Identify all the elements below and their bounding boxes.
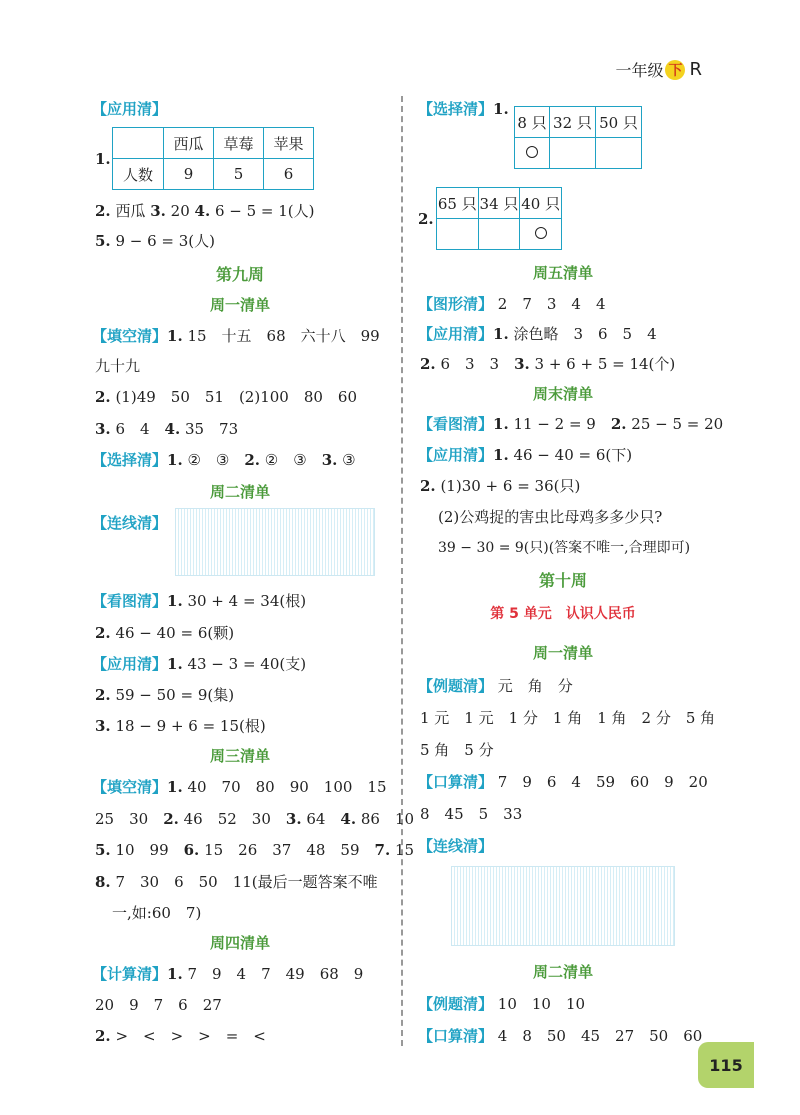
answer-line (438, 537, 690, 557)
answer-text: 20 9 7 6 27 (95, 996, 222, 1014)
answer-line (92, 776, 387, 797)
table-cell: 32 只 (549, 107, 595, 138)
section-tag: 【填空清】 (92, 327, 168, 345)
answer-number: 1. (167, 778, 183, 796)
day-heading: 周一清单 (209, 296, 270, 314)
section-tag: 【例题清】 (418, 995, 494, 1013)
table-row (113, 159, 314, 190)
answer-number: 1. (167, 655, 183, 673)
fruit-count-table (112, 127, 314, 190)
answer-text: ③ (337, 451, 356, 469)
answer-text: 涂色略 3 6 5 4 (508, 325, 657, 343)
section-tag: 【选择清】 (418, 100, 494, 118)
answer-number: 3. (95, 717, 111, 735)
answer-line (92, 325, 380, 346)
answer-text: 15 26 37 48 59 (199, 841, 375, 859)
answer-line (95, 230, 215, 251)
answer-line (95, 839, 414, 860)
answer-number: 4. (164, 420, 181, 438)
answer-text: 3 + 6 + 5 = 14(个) (529, 355, 676, 373)
day-heading: 周三清单 (209, 747, 270, 765)
answer-text: 35 73 (180, 420, 239, 438)
answer-number: 2. (95, 202, 111, 220)
answer-line (418, 993, 585, 1014)
section-tag: 【图形清】 (418, 295, 494, 313)
section-tag: 【应用清】 (418, 446, 494, 464)
answer-line (95, 355, 140, 376)
answer-line (95, 622, 234, 643)
section-tag: 【填空清】 (92, 778, 168, 796)
answer-number: 5. (95, 232, 111, 250)
answer-text: > < > > = < (110, 1027, 266, 1045)
table-header-row (113, 128, 314, 159)
answer-text: 64 (301, 810, 341, 828)
matching-figure-placeholder (175, 508, 375, 576)
answer-number: 1. (493, 100, 509, 118)
table-cell: 65 只 (437, 188, 479, 219)
answer-text: ② ③ (260, 451, 322, 469)
answer-line (420, 739, 494, 760)
answer-text: 46 − 40 = 6(颗) (110, 624, 235, 642)
answer-text: 15 (390, 841, 415, 859)
answer-line (420, 475, 580, 496)
answer-text: ② ③ (182, 451, 245, 469)
answer-line (418, 413, 723, 434)
table-cell: 5 (214, 159, 264, 190)
table-cell: 人数 (113, 159, 164, 190)
answer-text: 6 3 3 (435, 355, 515, 373)
answer-number: 6. (183, 841, 200, 859)
week-heading: 第十周 (538, 571, 587, 590)
answer-number: 2. (95, 624, 111, 642)
answer-line (418, 323, 657, 344)
section-tag: 【看图清】 (418, 415, 494, 433)
answer-text: 11 − 2 = 9 (508, 415, 611, 433)
grade-label: 一年级 (615, 61, 664, 80)
section-tag: 【看图清】 (92, 592, 168, 610)
answer-number: 1. (493, 415, 509, 433)
answer-number: 2. (244, 451, 261, 469)
section-tag: 【连线清】 (418, 837, 494, 855)
answer-line (95, 808, 414, 829)
answer-number: 2. (420, 355, 436, 373)
answer-line (92, 963, 363, 984)
answer-line (95, 1025, 266, 1046)
table-cell: 6 (264, 159, 314, 190)
answer-text: 8 45 5 33 (420, 805, 523, 823)
day-heading: 周一清单 (532, 644, 593, 662)
book-header (615, 58, 702, 81)
table-cell (549, 138, 595, 169)
answer-text: 30 + 4 = 34(根) (182, 592, 307, 610)
answer-line (418, 444, 632, 465)
answer-line (95, 684, 234, 705)
table-cell (113, 128, 164, 159)
table-row (515, 138, 642, 169)
answer-line (95, 715, 266, 736)
answer-line (92, 590, 306, 611)
answer-text: 40 70 80 90 100 15 (182, 778, 387, 796)
section-tag: 【例题清】 (418, 677, 494, 695)
answer-number: 1. (493, 325, 509, 343)
answer-number: 2. (420, 477, 436, 495)
answer-line (438, 506, 662, 527)
answer-line (95, 418, 238, 439)
answer-number: 2. (95, 1027, 111, 1045)
section-tag: 【计算清】 (92, 965, 168, 983)
section-tag: 【应用清】 (92, 655, 168, 673)
answer-number: 3. (514, 355, 530, 373)
circle-mark-icon (535, 227, 547, 239)
table-header-row (515, 107, 642, 138)
answer-line (420, 803, 522, 824)
answer-text: 25 30 (95, 810, 164, 828)
answer-text: 九十九 (95, 357, 141, 375)
answer-text: 元 角 分 (493, 677, 573, 695)
table-cell: 9 (164, 159, 214, 190)
answer-line (418, 835, 493, 856)
answer-number: 2. (610, 415, 627, 433)
unit-heading: 第 5 单元 认识人民币 (490, 606, 636, 622)
answer-text: 20 (165, 202, 195, 220)
table-cell (515, 138, 550, 169)
grade-badge: 下 (665, 60, 685, 80)
answer-text: (2)公鸡捉的害虫比母鸡多多少只? (438, 508, 663, 526)
answer-number: 4. (194, 202, 211, 220)
section-tag: 【口算清】 (418, 1027, 494, 1045)
table-cell (437, 219, 479, 250)
choice-table-2 (436, 187, 562, 250)
answer-line (92, 653, 306, 674)
week-heading: 第九周 (215, 265, 264, 284)
day-heading: 周二清单 (209, 483, 270, 501)
answer-text: 西瓜 (110, 202, 151, 220)
answer-number: 3. (321, 451, 338, 469)
question-number: 2. (418, 210, 434, 228)
answer-number: 1. (167, 965, 183, 983)
answer-line (112, 902, 201, 923)
section-tag: 【选择清】 (92, 451, 168, 469)
table-row (437, 219, 562, 250)
answer-text: 2 7 3 4 4 (493, 295, 606, 313)
table-header-row (437, 188, 562, 219)
answer-text: (1)49 50 51 (2)100 80 60 (110, 388, 358, 406)
edition-label: R (689, 59, 702, 80)
answer-line (95, 871, 378, 892)
answer-text: 86 10 (356, 810, 415, 828)
answer-text: 6 4 (110, 420, 165, 438)
answer-number: 7. (374, 841, 391, 859)
answer-line (95, 200, 315, 221)
section-tag: 【连线清】 (92, 514, 168, 532)
section-tag: 【口算清】 (418, 773, 494, 791)
answer-text: (1)30 + 6 = 36(只) (435, 477, 581, 495)
answer-text: 6 − 5 = 1(人) (210, 202, 315, 220)
section-tag: 【应用清】 (418, 325, 494, 343)
table-cell: 50 只 (595, 107, 641, 138)
page-number-tab: 115 (698, 1042, 754, 1088)
matching-figure-placeholder (451, 866, 675, 946)
answer-line (418, 675, 573, 696)
answer-text: 43 − 3 = 40(支) (182, 655, 307, 673)
answer-number: 3. (285, 810, 302, 828)
answer-line (418, 293, 606, 314)
answer-number: 3. (95, 420, 111, 438)
day-heading: 周二清单 (532, 963, 593, 981)
answer-text: 7 9 4 7 49 68 9 (182, 965, 364, 983)
answer-number: 4. (340, 810, 357, 828)
answer-number: 5. (95, 841, 111, 859)
answer-line (418, 98, 509, 119)
answer-line (95, 386, 357, 407)
answer-number: 8. (95, 873, 111, 891)
section-tag: 【应用清】 (92, 100, 168, 118)
table-cell (520, 219, 562, 250)
answer-text: 4 8 50 45 27 50 60 (493, 1027, 703, 1045)
answer-text: 18 − 9 + 6 = 15(根) (110, 717, 266, 735)
table-cell: 8 只 (515, 107, 550, 138)
circle-mark-icon (526, 146, 538, 158)
answer-line (418, 1025, 702, 1046)
answer-text: 9 − 6 = 3(人) (110, 232, 215, 250)
table-cell: 40 只 (520, 188, 562, 219)
question-number: 1. (95, 150, 111, 168)
answer-number: 1. (167, 327, 183, 345)
answer-text: 一,如:60 7) (112, 904, 202, 922)
day-heading: 周四清单 (209, 934, 270, 952)
answer-line (92, 512, 167, 533)
answer-number: 2. (95, 388, 111, 406)
answer-text: 7 9 6 4 59 60 9 20 (493, 773, 708, 791)
answer-text: 46 − 40 = 6(下) (508, 446, 633, 464)
answer-number: 1. (493, 446, 509, 464)
answer-text: 7 30 6 50 11(最后一题答案不唯 (110, 873, 378, 891)
answer-number: 1. (167, 592, 183, 610)
answer-text: 25 − 5 = 20 (626, 415, 724, 433)
table-cell: 34 只 (478, 188, 520, 219)
answer-text: 5 角 5 分 (420, 741, 494, 759)
section-application (92, 98, 167, 119)
answer-text: 10 99 (110, 841, 184, 859)
answer-number: 1. (167, 451, 183, 469)
day-heading: 周五清单 (532, 264, 593, 282)
answer-text: 10 10 10 (493, 995, 586, 1013)
choice-table-1 (514, 106, 642, 169)
answer-line (92, 449, 356, 470)
answer-text: 59 − 50 = 9(集) (110, 686, 235, 704)
answer-line (95, 994, 222, 1015)
table-cell: 西瓜 (164, 128, 214, 159)
answer-number: 2. (163, 810, 179, 828)
answer-line (418, 771, 708, 792)
table-cell: 苹果 (264, 128, 314, 159)
answer-text: 15 十五 68 六十八 99 (182, 327, 380, 345)
answer-line (420, 707, 715, 728)
answer-text: 46 52 30 (178, 810, 286, 828)
answer-text: 1 元 1 元 1 分 1 角 1 角 2 分 5 角 (420, 709, 716, 727)
table-cell (478, 219, 520, 250)
answer-text: 39 − 30 = 9(只)(答案不唯一,合理即可) (438, 540, 691, 556)
answer-number: 2. (95, 686, 111, 704)
answer-line (420, 353, 675, 374)
column-divider (401, 96, 403, 1046)
answer-number: 3. (150, 202, 166, 220)
table-cell: 草莓 (214, 128, 264, 159)
day-heading: 周末清单 (532, 385, 593, 403)
table-cell (595, 138, 641, 169)
